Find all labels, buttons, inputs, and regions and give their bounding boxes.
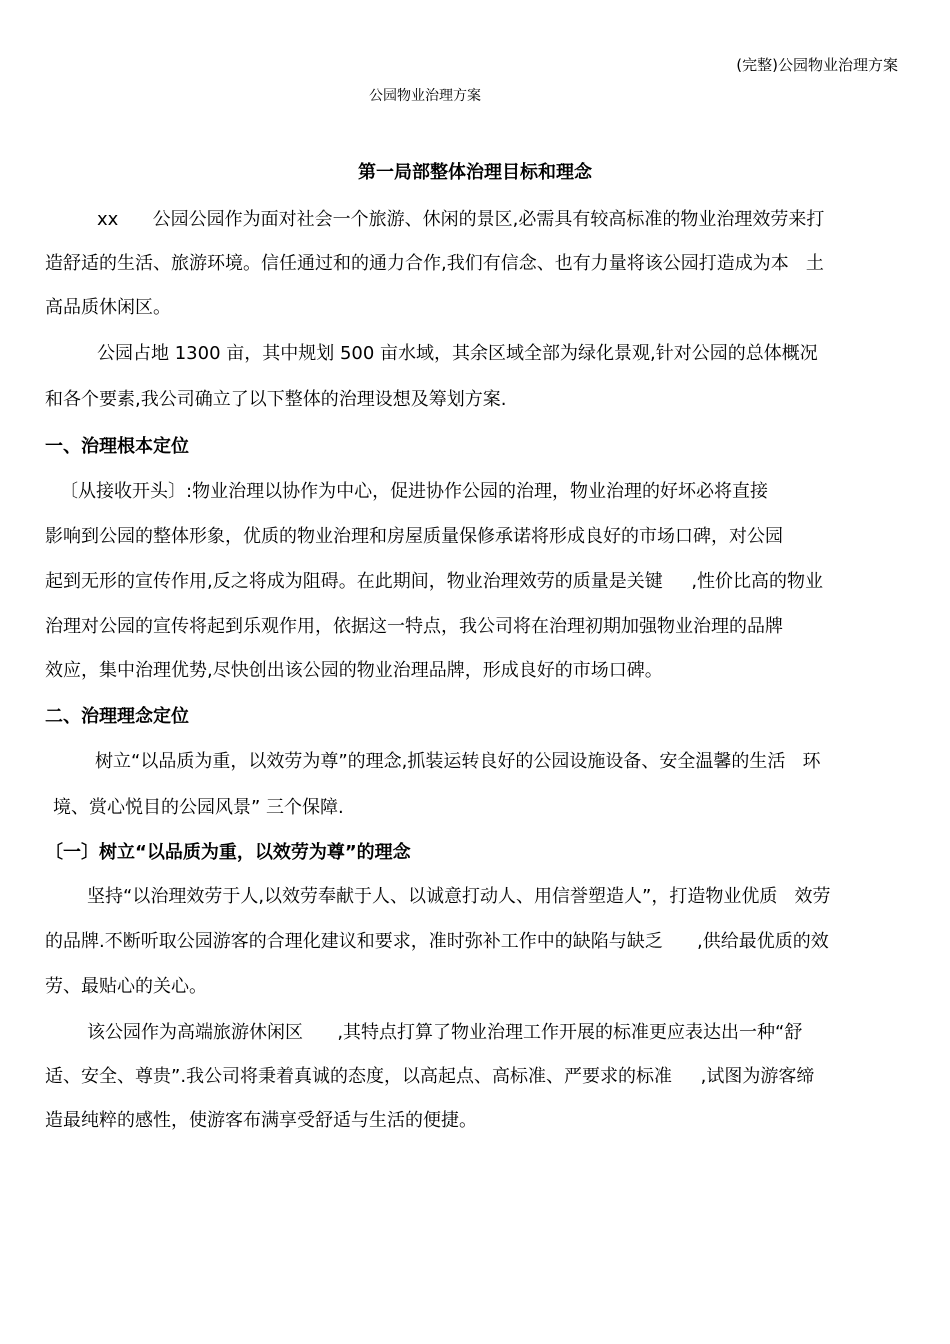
paragraph-line: 高品质休闲区。 — [45, 297, 171, 318]
paragraph-line: 公园占地 1300 亩，其中规划 500 亩水域，其余区域全部为绿化景观,针对公园的总体概况 — [97, 343, 818, 364]
paragraph-line: 该公园作为高端旅游休闲区 ,其特点打算了物业治理工作开展的标准更应表达出一种“舒 — [87, 1022, 803, 1043]
paragraph-line: 和各个要素,我公司确立了以下整体的治理设想及筹划方案. — [45, 389, 507, 410]
paragraph-line: 效应，集中治理优势,尽快创出该公园的物业治理品牌，形成良好的市场口碑。 — [45, 660, 663, 681]
section-heading: 二、治理理念定位 — [45, 706, 189, 727]
paragraph-line: 适、安全、尊贵”.我公司将秉着真诚的态度，以高起点、高标准、严要求的标准 ,试图为游客缔 — [45, 1066, 815, 1087]
running-header: (完整)公园物业治理方案 — [736, 56, 898, 74]
paragraph-line: 起到无形的宣传作用,反之将成为阻碍。在此期间，物业治理效劳的质量是关键 ,性价比高的物业 — [45, 571, 824, 592]
paragraph-line: 境、赏心悦目的公园风景” 三个保障. — [53, 797, 344, 818]
paragraph-line: 造舒适的生活、旅游环境。信任通过和的通力合作,我们有信念、也有力量将该公园打造成为本 土 — [45, 253, 824, 274]
section-heading: 一、治理根本定位 — [45, 436, 189, 457]
paragraph-line: 劳、最贴心的关心。 — [45, 976, 207, 997]
paragraph-line: 影响到公园的整体形象，优质的物业治理和房屋质量保修承诺将形成良好的市场口碑，对公园 — [45, 526, 783, 547]
document-title: 公园物业治理方案 — [369, 88, 481, 104]
subsection-heading: 〔一〕树立“以品质为重，以效劳为尊”的理念 — [45, 842, 411, 863]
paragraph-line: 的品牌.不断听取公园游客的合理化建议和要求，准时弥补工作中的缺陷与缺乏 ,供给最优质的效 — [45, 931, 829, 952]
paragraph-line: 〔从接收开头〕:物业治理以协作为中心，促进协作公园的治理，物业治理的好坏必将直接 — [60, 481, 769, 502]
section-title: 第一局部整体治理目标和理念 — [358, 162, 592, 183]
paragraph-line: 树立“以品质为重，以效劳为尊”的理念,抓装运转良好的公园设施设备、安全温馨的生活 环 — [95, 751, 821, 772]
paragraph-line: 治理对公园的宣传将起到乐观作用，依据这一特点，我公司将在治理初期加强物业治理的品牌 — [45, 616, 783, 637]
paragraph-line: 造最纯粹的感性，使游客布满享受舒适与生活的便捷。 — [45, 1110, 477, 1131]
paragraph-line: xx 公园公园作为面对社会一个旅游、休闲的景区,必需具有较高标准的物业治理效劳来打 — [97, 209, 825, 230]
paragraph-line: 坚持“以治理效劳于人,以效劳奉献于人、以诚意打动人、用信誉塑造人”，打造物业优质 效劳 — [87, 886, 831, 907]
